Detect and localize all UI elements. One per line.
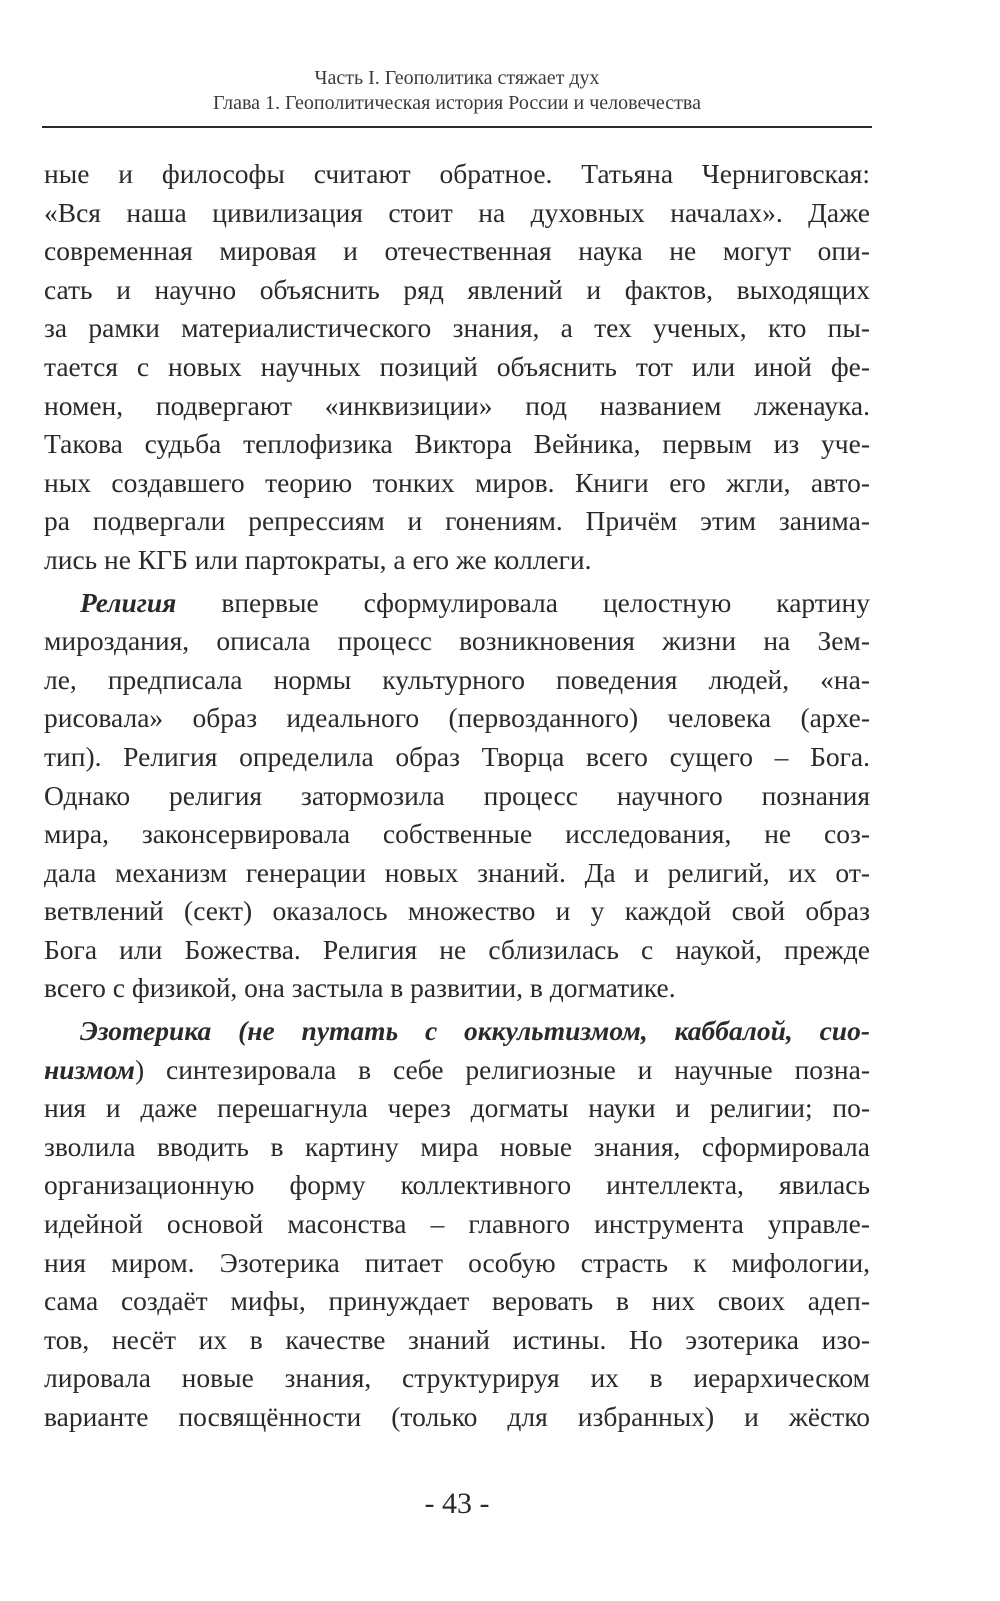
text-line: ных создавшего теорию тонких миров. Книги его жгли, авто-: [44, 466, 870, 498]
text-line: тается с новых научных позиций объяснить тот или иной фе-: [44, 350, 870, 382]
text-line: рисовала» образ идеального (первозданного) человека (архе-: [44, 702, 870, 734]
text-line: за рамки материалистического знания, а тех ученых, кто пы-: [44, 312, 870, 344]
text-line: [44, 1051, 870, 1090]
text-line: тип). Религия определила образ Творца всего сущего – Бога.: [44, 740, 870, 772]
text-line: лировала новые знания, структурируя их в иерархическом: [44, 1362, 870, 1394]
term-esoterics-cont: низмом: [44, 1053, 135, 1085]
page-number: - 43 -: [424, 1487, 490, 1520]
term-esoterics: Эзотерика (не путать с оккультизмом, каббалой, сио-: [80, 1015, 870, 1047]
text-line: «Вся наша цивилизация стоит на духовных началах». Даже: [44, 196, 870, 228]
text-line: всего с физикой, она застыла в развитии, в догматике.: [44, 972, 676, 1004]
text-line: Однако религия затормозила процесс научного познания: [44, 779, 870, 811]
text-line: ра подвергали репрессиям и гонениям. Причём этим занима-: [44, 505, 870, 537]
header-rule: [42, 126, 872, 128]
text-line: идейной основой масонства – главного инструмента управле-: [44, 1208, 870, 1240]
text-line: дала механизм генерации новых знаний. Да и религий, их от-: [44, 856, 870, 888]
text-line: ния миром. Эзотерика питает особую страсть к мифологии,: [44, 1246, 870, 1278]
text-line: ния и даже перешагнула через догматы науки и религии; по-: [44, 1092, 870, 1124]
text-line: современная мировая и отечественная наука не могут опи-: [44, 235, 870, 267]
text-fragment: ) синтезировала в себе религиозные и научные позна-: [135, 1053, 870, 1085]
text-line: зволила вводить в картину мира новые знания, сформировала: [44, 1130, 870, 1162]
paragraph-1: [44, 155, 870, 580]
text-fragment: впервые сформулировала целостную картину: [176, 586, 870, 618]
text-line: [44, 584, 870, 623]
term-religion: Религия: [80, 586, 177, 618]
text-line: ветвлений (сект) оказалось множество и у каждой свой образ: [44, 895, 870, 927]
text-line: Бога или Божества. Религия не сблизилась с наукой, прежде: [44, 933, 870, 965]
text-line: ле, предписала нормы культурного поведения людей, «на-: [44, 663, 870, 695]
text-line: мира, законсервировала собственные исследования, не соз-: [44, 818, 870, 850]
text-line: номен, подвергают «инквизиции» под названием лженаука.: [44, 389, 870, 421]
running-header-chapter: Глава 1. Геополитическая история России и человечества: [213, 92, 701, 114]
text-line: варианте посвящённости (только для избранных) и жёстко: [44, 1401, 870, 1432]
running-header-part: Часть I. Геополитика стяжает дух: [314, 67, 600, 89]
text-line: тов, несёт их в качестве знаний истины. Но эзотерика изо-: [44, 1323, 870, 1355]
body-text: [44, 155, 870, 1437]
paragraph-3: [44, 1012, 870, 1437]
text-line: [44, 1012, 870, 1051]
text-line: сать и научно объяснить ряд явлений и фактов, выходящих: [44, 273, 870, 305]
paragraph-2: [44, 584, 870, 1009]
running-header: [42, 66, 872, 116]
text-line: Такова судьба теплофизика Виктора Вейника, первым из уче-: [44, 428, 870, 460]
text-line: мироздания, описала процесс возникновения жизни на Зем-: [44, 625, 870, 657]
text-line: лись не КГБ или партократы, а его же коллеги.: [44, 543, 592, 575]
text-line: сама создаёт мифы, принуждает веровать в них своих адеп-: [44, 1285, 870, 1317]
text-line: организационную форму коллективного интеллекта, явилась: [44, 1169, 870, 1201]
text-line: ные и философы считают обратное. Татьяна Черниговская:: [44, 158, 870, 189]
